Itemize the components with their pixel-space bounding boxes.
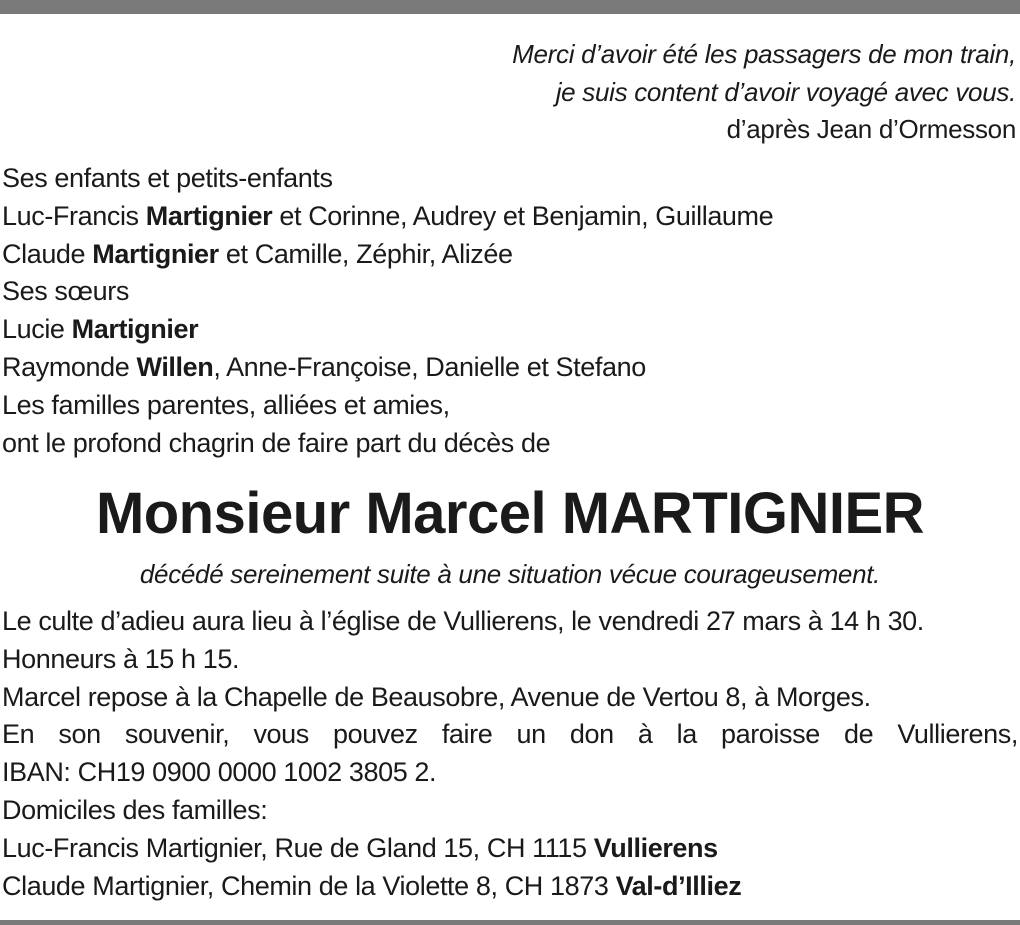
child2-family: et Camille, Zéphir, Alizée xyxy=(218,238,513,269)
sister2-surname: Willen xyxy=(136,351,214,382)
address-line-2 xyxy=(2,868,1018,906)
child1-first-name: Luc-Francis xyxy=(2,200,146,231)
domiciles-heading: Domiciles des familles: xyxy=(2,794,268,825)
sister1-first-name: Lucie xyxy=(2,314,72,345)
address-line-1 xyxy=(2,830,1018,868)
bottom-border xyxy=(0,920,1020,925)
family-line-child2 xyxy=(2,236,1012,274)
honours-line: Honneurs à 15 h 15. xyxy=(2,643,240,674)
announcement-line: ont le profond chagrin de faire part du décès de xyxy=(2,427,551,458)
child1-family: et Corinne, Audrey et Benjamin, Guillaume xyxy=(272,200,774,231)
sisters-heading: Ses sœurs xyxy=(2,276,129,307)
children-heading: Ses enfants et petits-enfants xyxy=(2,163,333,193)
top-border xyxy=(0,0,1020,14)
address1-town: Vullierens xyxy=(593,832,718,863)
quote-author: d’après Jean d’Ormesson xyxy=(726,114,1016,144)
resting-place-line: Marcel repose à la Chapelle de Beausobre, Avenue de Vertou 8, à Morges. xyxy=(2,681,871,712)
child2-surname: Martignier xyxy=(92,238,219,269)
iban-line: IBAN: CH19 0900 0000 1002 3805 2. xyxy=(2,757,437,788)
child1-surname: Martignier xyxy=(145,200,273,231)
deceased-subtitle: décédé sereinement suite à une situation vécue courageusement. xyxy=(139,559,881,589)
child2-first-name: Claude xyxy=(2,238,93,269)
quote-line-2: je suis content d’avoir voyagé avec vous. xyxy=(555,76,1016,107)
address2-street: Claude Martignier, Chemin de la Violette 8, CH 1873 xyxy=(2,870,616,901)
families-line: Les familles parentes, alliées et amies, xyxy=(2,389,450,420)
family-line-sister2 xyxy=(2,349,1012,387)
address1-street: Luc-Francis Martignier, Rue de Gland 15, CH 1115 xyxy=(2,832,594,863)
ceremony-line: Le culte d’adieu aura lieu à l’église de Vullierens, le vendredi 27 mars à 14 h 30. xyxy=(2,606,924,636)
family-list xyxy=(2,160,1012,462)
ceremony-details xyxy=(2,603,1018,905)
address2-town: Val-d’Illiez xyxy=(615,870,742,901)
quote-line-1: Merci d’avoir été les passagers de mon train, xyxy=(512,39,1016,69)
family-line-child1 xyxy=(2,198,1012,236)
family-line-sister1 xyxy=(2,311,1012,349)
donation-line: En son souvenir, vous pouvez faire un don à la paroisse de Vullierens, xyxy=(2,719,1018,750)
sister1-surname: Martignier xyxy=(71,314,199,345)
epigraph-quote xyxy=(216,36,1016,149)
deceased-name: Monsieur Marcel MARTIGNIER xyxy=(95,481,925,546)
sister2-family: , Anne-Françoise, Danielle et Stefano xyxy=(213,351,646,382)
sister2-first-name: Raymonde xyxy=(2,351,137,382)
